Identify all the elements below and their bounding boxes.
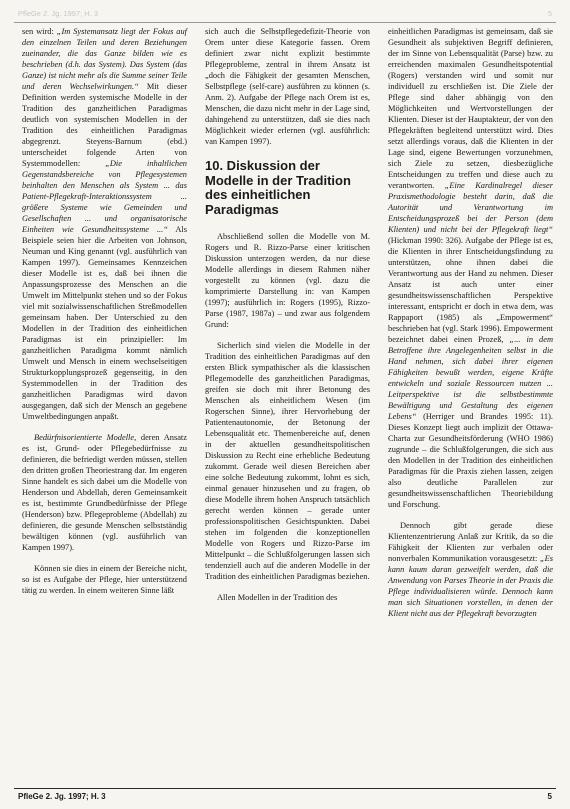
- header-journal: PfleGe 2. Jg. 1997; H. 3: [18, 9, 99, 18]
- paragraph: [388, 520, 553, 619]
- quote: „Die inhaltlichen Gegenstandsbereiche von Pflegesystemen beinhalten den Menschen als System ... das Patient-Pflegekraft-Interaktionssystem ... größere Systeme wie Gemeinden und Gesellschaften ... und organisatorische Einheiten wie Gesundheitssysteme ...“: [22, 159, 187, 234]
- column-1: [22, 26, 187, 596]
- column-3: [388, 26, 553, 619]
- text-run: , deren Ansatz es ist, Grund- oder Pflegebedürfnisse zu definieren, die befriedigt werden müssen, stellen den dritten großen Theoriestrang dar. Im engeren Sinne handelt es sich dabei um die Modelle von Henderson und Abdellah, deren Gemeinsamkeit es ist, bestimmte Grundbedürfnisse der Pflege (Henderson) bzw. Pflegeprobleme (Abdellah) zu definieren, die gesunde Menschen selbstständig bewältigen können (vgl. ausführlich van Kampen 1997).: [22, 433, 187, 552]
- footer-journal: PfleGe 2. Jg. 1997; H. 3: [18, 792, 106, 801]
- text-run: Dennoch gibt gerade diese Klientenzentrierung Anlaß zur Kritik, da so die Fähigkeit der Klienten zur verbalen oder nonverbalen Kommunikation vorausgesetzt:: [388, 521, 553, 563]
- text-run: (Herriger und Brandes 1995: 11). Dieses Konzept liegt auch implizit der Ottawa-Charta zur Gesundheitsförderung (WHO 1986) zugrunde – die Schlußfolgerungen, die sich aus den Modellen in der Tradition des einheitlichen Paradigmas für die Praxis ziehen lassen, zeigen also deutliche Parallelen zur gesundheitswissenschaftlichen Theoriebildung und Forschung.: [388, 412, 553, 509]
- quote: „Eine Kardinalregel dieser Praxismethodologie besteht darin, daß die Autorität und Verantwortung im Entscheidungsprozeß bei der Person (dem Klienten) und nicht bei der Pflegekraft liegt“: [388, 181, 553, 234]
- section-heading: 10. Diskussion der Modelle in der Tradition des einheitlichen Paradigmas: [205, 158, 351, 217]
- text-run: (Hickman 1990: 326). Aufgabe der Pflege ist es, die Klienten in ihrer Entscheidungsfindung zu unterstützen, ohne ihnen dabei die Verantwortung aus der Hand zu nehmen. Dieser Ansatz ist auch unter einer gesundheitswissenschaftlichen Perspektive interessant, entspricht er doch in etwa dem, was Rappaport (1985) als „Empowerment“ beschrieben hat (vgl. Stark 1996). Empowerment bezeichnet dabei einen Prozeß,: [388, 236, 553, 344]
- emphasis: Bedürfnisorientierte Modelle: [34, 433, 135, 442]
- quote: „Im Systemansatz liegt der Fokus auf den einzelnen Teilen und deren Beziehungen zueinander, die das Ganze bilden wie es beschrieben (d.h. das System). Das System (das Ganze) ist nicht mehr als die Summe seiner Teile und deren Wechselwirkungen.“: [22, 27, 187, 91]
- text-run: sen wird:: [22, 27, 57, 36]
- footer-page-number: 5: [547, 792, 552, 801]
- paragraph: Allen Modellen in der Tradition des: [217, 593, 338, 602]
- quote: „... in dem Betroffene ihre Angelegenheiten selbst in die Hand nehmen, sich dabei ihrer eigenen Fähigkeiten bewußt werden, eigene Kräfte entwickeln und soziale Ressourcen nutzen ... Leitperspektive ist die selbstbestimmte Bewältigung und Gestaltung des eigenen Lebens“: [388, 335, 553, 421]
- column-2: [205, 26, 370, 603]
- header-page-number: 5: [547, 9, 552, 18]
- text-run: einheitlichen Paradigmas ist gemeinsam, daß sie Gesundheit als subjektiven Begriff definieren, der im Sinne von Lebensqualität (Parse) bzw. zu erreichenden maximalen Gesundheitspotential (Rogers) verstanden wird und somit nur individuell zu erschließen ist. Die Ziele der Pflege sind daher abhängig von den Möglichkeiten und Wertvorstellungen der Klienten. Dieser ist der Hauptakteur, der von den Pflegekräften begleitend unterstützt wird. Dies setzt allerdings voraus, daß die Klienten in der Lage sind, eigene Bewertungen vorzunehmen, sich Ziele zu setzen, diesbezügliche Entscheidungen zu treffen und diese auch zu verantworten.: [388, 27, 553, 190]
- page-header: [14, 6, 556, 23]
- paragraph: [388, 26, 553, 510]
- paragraph: sich auch die Selbstpflegedefizit-Theorie von Orem unter diese Kategorie fassen. Orem definiert zwar nicht explizit bestimmte Pflegeprobleme, zentral in ihrem Ansatz ist „doch die Fähigkeit der gesamten Menschen, Selbstpflege (self-care) ausführen zu können (s. Anm. 2). Aufgabe der Pflege nach Orem ist es, Menschen, die dazu nicht mehr in der Lage sind, dahingehend zu unterstützen, daß sie dies nach Möglichkeit wieder erlernen (vgl. ausführlich: van Kampen 1997).: [205, 27, 370, 146]
- paragraph: [22, 26, 187, 422]
- paragraph: Abschließend sollen die Modelle von M. Rogers und R. Rizzo-Parse einer kritischen Diskussion unterzogen werden, da nur diese Modelle allerdings in diesem Rahmen näher vorgestellt zu können (vgl. dazu die komprimierte Darstellung in: van Kampen (1997); ausführlich in: Rogers (1995), Rizzo-Parse (1987, 1987a) – und zwar aus folgendem Grund:: [205, 232, 370, 329]
- paragraph: Können sie dies in einem der Bereiche nicht, so ist es Aufgabe der Pflege, hier unterstützend tätig zu werden. In einem weiteren Sinne läßt: [22, 564, 187, 595]
- page-footer: [14, 788, 556, 803]
- paragraph: [22, 432, 187, 553]
- quote: „Es kann kaum daran gezweifelt werden, daß die Anwendung von Parses Theorie in der Praxis die Pflege individualisieren würde. Dennoch kann man sich Situationen vorstellen, in denen der Klient nicht aus der Pflegekraft bevorzugten: [388, 554, 553, 618]
- text-run: Als Beispiele seien hier die Arbeiten von Johnson, Neuman und King genannt (vgl. ausführlich van Kampen 1997). Gemeinsames Kennzeichen dieser Modelle ist es, daß bei ihnen die Anpassungsprozesse des Menschen an die Umwelt im Mittelpunkt stehen und so der Fokus viel mit sozialwissenschaftlichen Streßmodellen gemeinsam haben. Der Unterschied zu den Modellen in der Tradition des einheitlichen Paradigmas ist ein prinzipieller: Im ganzheitlichen Paradigma kommt nämlich Umwelt und Mensch in einem wechselseitigen Strukturkopplungsprozeß gegenseitig, in den Systemmodellen in der Tradition des ganzheitlichen Paradigmas wird davon ausgegangen, daß sich der Mensch an gegebene Umweltbedingungen anpaßt.: [22, 225, 187, 421]
- text-run: Mit dieser Definition werden systemische Modelle in der Tradition des ganzheitlichen Paradigmas deutlich von systemischen Modellen in der Tradition des einheitlichen Paradigmas abgegrenzt. Steyens-Barnum (ebd.) unterscheidet folgende Arten von Systemmodellen:: [22, 82, 187, 168]
- paragraph: Sicherlich sind vielen die Modelle in der Tradition des einheitlichen Paradigmas auf den ersten Blick sympathischer als die klassischen Pflegemodelle des ganzheitlichen Paradigmas, greifen sie doch mit ihrer Betonung des Menschen als einheitlichem Wesen (im Rogerschen Sinne), ihrer Hervorhebung der Patientenautonomie, der Betonung der Lebensqualität etc. Themenbereiche auf, denen in der aktuellen gesundheitspolitischen Diskussion zu Recht eine erhebliche Bedeutung zukommt. Gerade weil diesen Bereichen aber eine solche Bedeutung zukommt, lohnt es sich, einmal genauer hinzusehen und zu fragen, ob diese Modelle ihrem hohen Anspruch tatsächlich gerecht werden können – gerade unter professionspolitischen Gesichtspunkten. Dabei stehen im folgenden die konzeptionellen Modelle von Rogers und Rizzo-Parse im Mittelpunkt – die Schlußfolgerungen lassen sich tendenziell auch auf die anderen Modelle in der Tradition des einheitlichen Paradigmas beziehen.: [205, 341, 370, 581]
